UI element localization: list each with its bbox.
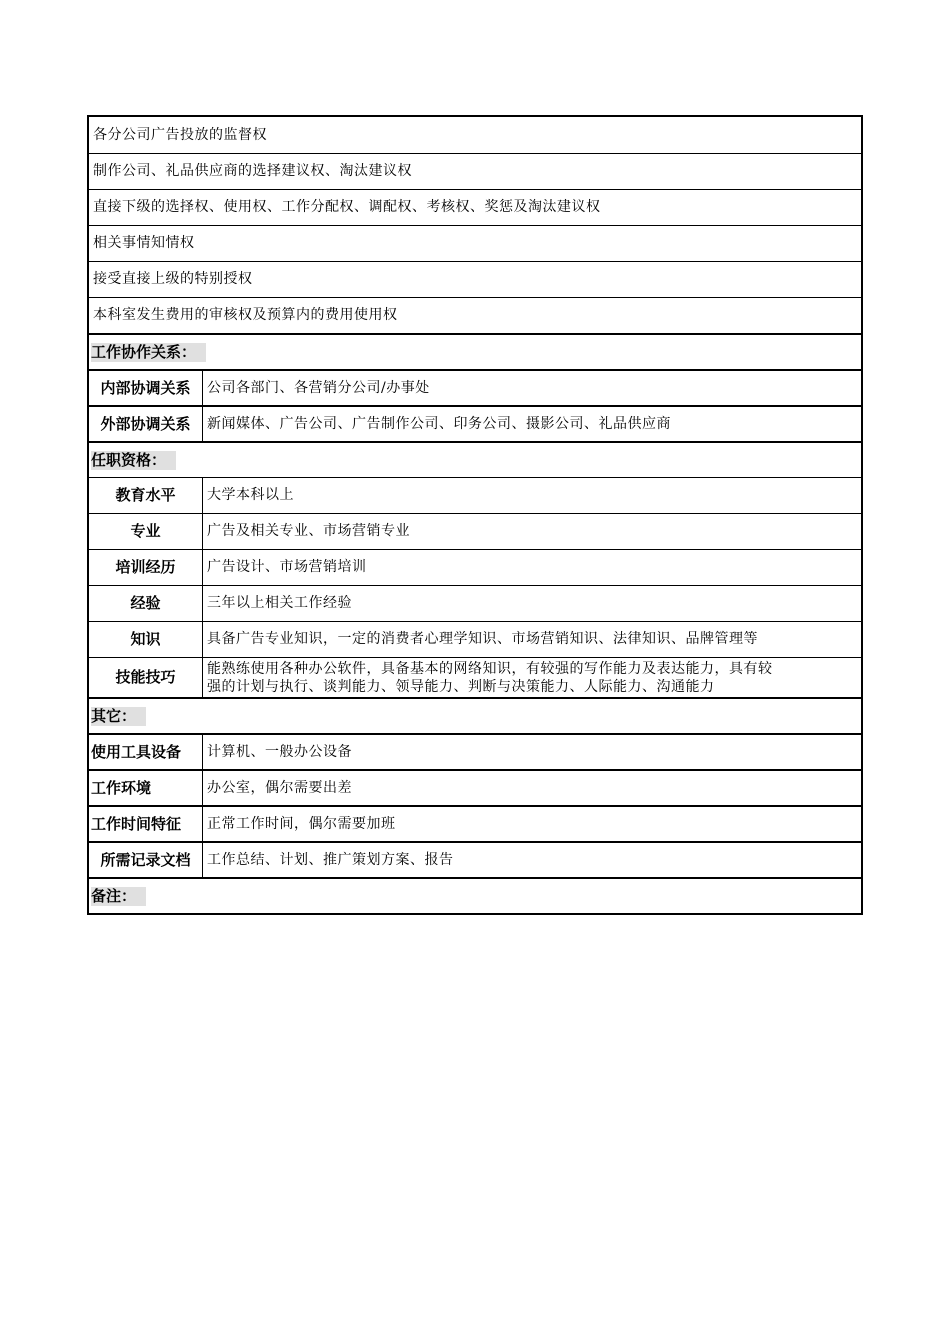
authority-row [89,117,861,153]
row-label: 使用工具设备 [89,735,203,769]
authority-text: 各分公司广告投放的监督权 [93,126,267,143]
qualification-row [89,549,861,585]
row-value: 正常工作时间，偶尔需要加班 [207,815,396,832]
row-value: 三年以上相关工作经验 [207,595,352,611]
row-label: 知识 [89,622,203,657]
row-value: 办公室，偶尔需要出差 [207,779,352,796]
other-row [89,805,861,841]
qualification-row [89,585,861,621]
row-label: 教育水平 [89,478,203,513]
qualification-row [89,513,861,549]
row-value: 广告设计、市场营销培训 [207,559,367,575]
row-value: 计算机、一般办公设备 [207,743,352,760]
qualification-row [89,621,861,657]
skills-line-1: 能熟练使用各种办公软件，具备基本的网络知识，有较强的写作能力及表达能力，具有较 [207,660,773,677]
job-description-table [87,115,863,915]
cooperation-row [89,369,861,405]
authority-row [89,153,861,189]
row-label: 外部协调关系 [89,407,203,441]
row-value [203,658,861,697]
row-label: 技能技巧 [89,658,203,697]
row-value: 工作总结、计划、推广策划方案、报告 [207,851,454,868]
qualification-row [89,477,861,513]
section-header-other [89,697,861,733]
section-header-qualifications [89,441,861,477]
row-label: 工作时间特征 [89,807,203,841]
skills-line-2: 强的计划与执行、谈判能力、领导能力、判断与决策能力、人际能力、沟通能力 [207,678,715,695]
authority-text: 接受直接上级的特别授权 [93,271,253,287]
section-title: 任职资格： [91,451,176,470]
section-title: 其它： [91,707,146,726]
section-title: 工作协作关系： [91,343,206,362]
qualification-row-skills [89,657,861,697]
row-value: 新闻媒体、广告公司、广告制作公司、印务公司、摄影公司、礼品供应商 [207,415,671,432]
authority-row [89,261,861,297]
authority-text: 本科室发生费用的审核权及预算内的费用使用权 [93,307,398,323]
authority-text: 相关事情知情权 [93,235,195,251]
authority-text: 直接下级的选择权、使用权、工作分配权、调配权、考核权、奖惩及淘汰建议权 [93,199,601,215]
row-label: 专业 [89,514,203,549]
authority-text: 制作公司、礼品供应商的选择建议权、淘汰建议权 [93,163,412,179]
row-value: 具备广告专业知识，一定的消费者心理学知识、市场营销知识、法律知识、品牌管理等 [207,631,758,647]
other-row [89,733,861,769]
other-row [89,841,861,877]
other-row [89,769,861,805]
section-header-remarks [89,877,861,913]
authority-row [89,297,861,333]
authority-row [89,189,861,225]
authority-row [89,225,861,261]
cooperation-row [89,405,861,441]
row-label: 工作环境 [89,771,203,805]
row-value: 公司各部门、各营销分公司/办事处 [207,379,430,396]
row-value: 大学本科以上 [207,487,294,503]
row-label: 内部协调关系 [89,371,203,405]
row-value: 广告及相关专业、市场营销专业 [207,523,410,539]
section-header-cooperation [89,333,861,369]
section-title: 备注： [91,887,146,906]
row-label: 所需记录文档 [89,843,203,877]
row-label: 培训经历 [89,550,203,585]
row-label: 经验 [89,586,203,621]
